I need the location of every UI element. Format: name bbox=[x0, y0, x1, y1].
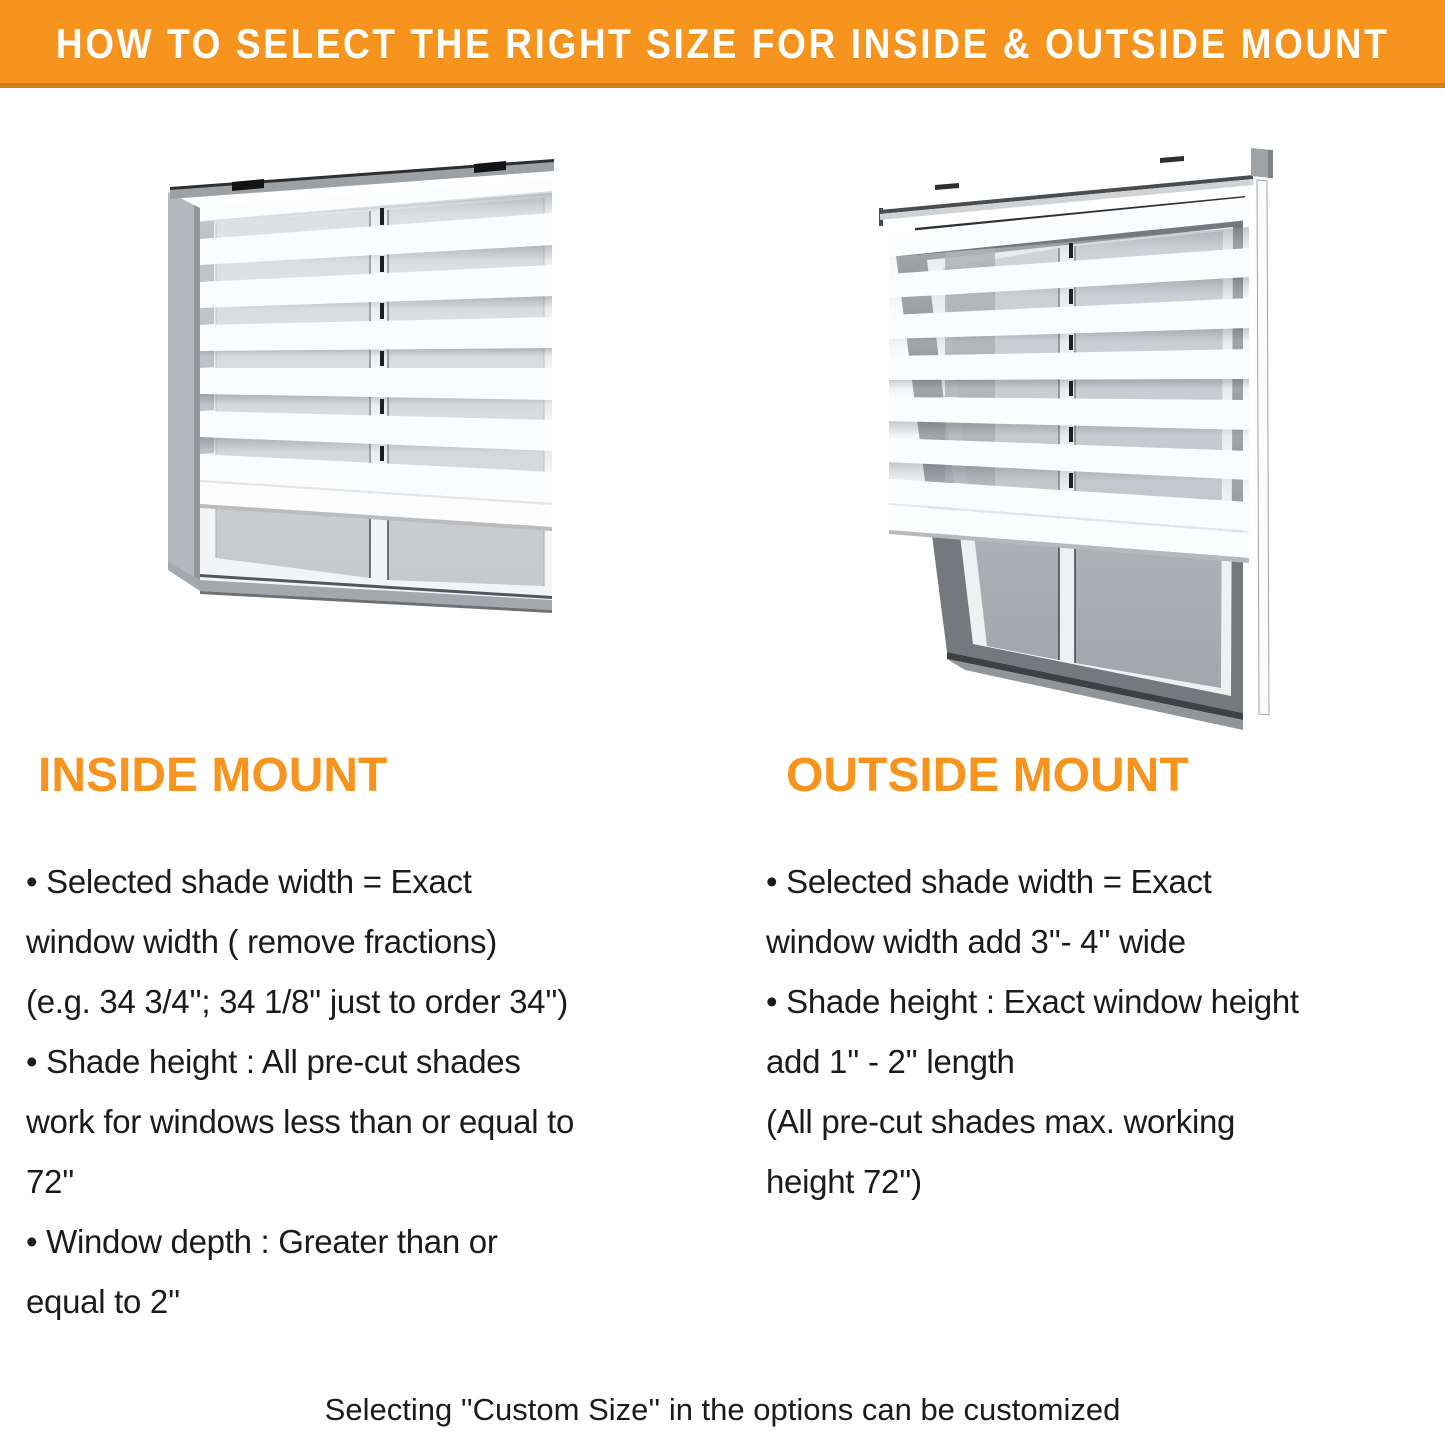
header-banner bbox=[0, 0, 1445, 88]
instruction-line: 72'' bbox=[26, 1163, 75, 1200]
instruction-line: window width add 3''- 4'' wide bbox=[766, 923, 1186, 960]
instruction-line: • Window depth : Greater than or bbox=[26, 1223, 498, 1260]
banner-title: HOW TO SELECT THE RIGHT SIZE FOR INSIDE & OUTSIDE MOUNT bbox=[55, 20, 1390, 67]
outside-mount-illustration bbox=[855, 130, 1345, 770]
instruction-line: • Shade height : Exact window height bbox=[766, 983, 1299, 1020]
inside-mount-window-graphic bbox=[158, 150, 558, 620]
instruction-line: add 1'' - 2'' length bbox=[766, 1043, 1015, 1080]
instruction-line: height 72'') bbox=[766, 1163, 922, 1200]
side-channel-strip bbox=[1257, 180, 1269, 715]
screw-mark-icon bbox=[1160, 156, 1184, 163]
instruction-line: (e.g. 34 3/4''; 34 1/8'' just to order 34'') bbox=[26, 983, 568, 1020]
outside-mount-instructions bbox=[766, 852, 1426, 1212]
instruction-line: work for windows less than or equal to bbox=[26, 1103, 575, 1140]
instruction-line: (All pre-cut shades max. working bbox=[766, 1103, 1236, 1140]
instruction-line: • Selected shade width = Exact bbox=[26, 863, 472, 900]
screw-mark-icon bbox=[935, 183, 959, 190]
instruction-line: window width ( remove fractions) bbox=[26, 923, 497, 960]
zebra-shade bbox=[200, 178, 552, 531]
instruction-line: • Shade height : All pre-cut shades bbox=[26, 1043, 521, 1080]
custom-size-footnote: Selecting ''Custom Size'' in the options can be customized bbox=[324, 1392, 1121, 1427]
instruction-line: equal to 2'' bbox=[26, 1283, 180, 1320]
outside-mount-window-graphic bbox=[855, 130, 1345, 770]
inside-mount-instructions bbox=[26, 852, 736, 1332]
inside-mount-heading: INSIDE MOUNT bbox=[38, 749, 388, 802]
outside-mount-heading: OUTSIDE MOUNT bbox=[786, 749, 1189, 802]
inside-mount-illustration bbox=[158, 150, 558, 620]
instruction-line: • Selected shade width = Exact bbox=[766, 863, 1212, 900]
